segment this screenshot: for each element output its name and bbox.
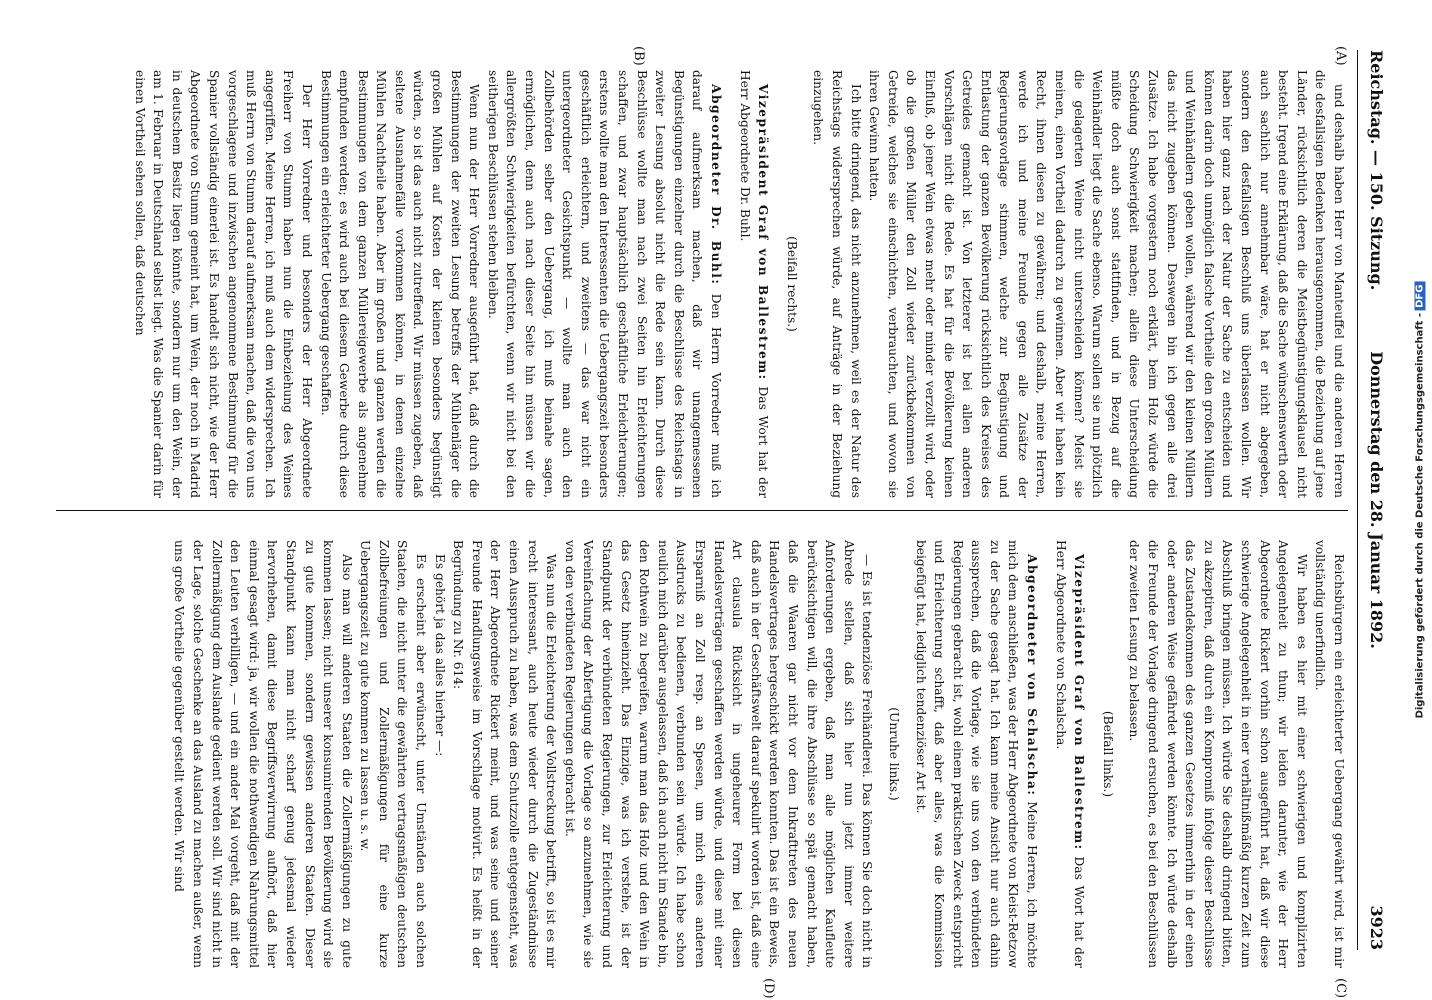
stage-direction: (Beifall rechts.) <box>784 236 799 332</box>
speaker-text: Meine Herren, ich möchte mich dem anschließen, was der Herr Abgeordnete von Kleist-Retzow zu der Sache gesagt hat. Ich kann meine Ansicht nur auch dahin aussprechen, daß die Vorlage, wie sie uns von den verbündeten Regierungen gebracht ist, wohl einem praktischen Zweck entspricht und Erleichterung schafft, daß aber alles, was die Kommission beigefügt hat, lediglich tendenziöser Art ist. <box>913 540 1040 968</box>
speaker-paragraph <box>911 540 1041 968</box>
rotated-document-page <box>16 0 1416 1000</box>
speaker-paragraph <box>483 70 725 498</box>
speaker-text: Das Wort hat der Herr Abgeordnete Dr. Buhl. <box>737 70 771 498</box>
margin-marker-d: (D) <box>761 978 776 999</box>
body-paragraph: Also man will anderen Staaten die Zollermäßigungen zu gute kommen lassen; nicht unserer konsumirenden Bevölkerung wird sie zu gute kommen, sondern gewissen anderen Staaten. Dieser Standpunkt kann man nicht scharf genug jedesmal wieder hervorheben, damit diese Begriffsverwirrung aufhört, daß hier einmal gesagt wird: ja, wir wollen die nothwendigen Nahrungsmittel den Leuten verbilligen, — und ein ander Mal vorgeht, daß mit der Zollermäßigung dem Auslande gedient werden soll. Wir sind nicht in der Lage, solche Geschenke an das Ausland zu machen außer, wenn uns große Vortheile gegenüber gestellt werden. Wir sind <box>172 540 354 968</box>
speaker-paragraph <box>735 70 772 498</box>
speaker-label: Vizepräsident Graf von Ballestrem: <box>756 84 771 381</box>
page-number: 3923 <box>1367 905 1386 950</box>
left-text-column <box>56 70 1348 498</box>
body-paragraph: Reichsbürgern ein erleichterter Uebergang gewährt wird, ist mir vollständig unerfindlich. <box>1313 540 1346 968</box>
speaker-text: Das Wort hat der Herr Abgeordnete von Schalscha. <box>1053 540 1087 968</box>
speaker-label: Abgeordneter von Schalscha: <box>1025 554 1040 797</box>
column-divider <box>56 510 1348 511</box>
digitization-text: Digitalisierung gefördert durch die Deutsche Forschungsgemeinschaft - <box>1414 312 1426 719</box>
speaker-label: Abgeordneter Dr. Buhl: <box>709 84 723 286</box>
margin-marker-b: (B) <box>631 46 646 66</box>
body-paragraph: Es erscheint aber erwünscht, unter Umständen auch solchen Staaten, die nicht unter die gewährten vertragsmäßigen deutschen Zollbefreiungen und Zollermäßigungen für eine kurze Uebergangszeit zu gute kommen zu lassen u. s. w. <box>358 540 429 968</box>
margin-marker-c: (C) <box>1333 978 1348 999</box>
header-date: Donnerstag den 28. Januar 1892. <box>1367 351 1386 649</box>
speaker-text: Den Herrn Vorredner muß ich darauf aufmerksam machen, daß wir unangemessenen Begünstigungen einzelner durch die Beschlüsse des Reichstags in zweiter Lesung absolut nicht die Rede sein kann. Durch diese Beschlüsse wollte man nach zwei Seiten hin Erleichterungen schaffen, und zwar hauptsächlich geschäftliche Erleichterungen; erstens wollte man den Interessenten die Uebergangszeit besonders geschäftlich erleichtern, und zweitens — das war nicht ein untergeordneter Gesichtspunkt — wollte man auch den Zollbehörden selber den Uebergang, ich muß beinahe sagen, ermöglichen, denn auch nach dieser Seite hin müssen wir die allergrößten Schwierigkeiten befürchten, wenn wir nicht bei den seitherigen Beschlüssen stehen bleiben. <box>485 70 723 498</box>
margin-marker-a: (A) <box>1333 46 1348 66</box>
body-paragraph: Ich bitte dringend, das nicht anzunehmen, weil es der Natur des Reichstags widersprechen würde, auf Anträge in der Beziehung einzugehen. <box>811 70 863 498</box>
running-header <box>1360 50 1386 950</box>
header-rule <box>1357 50 1358 950</box>
body-paragraph: Der Herr Vorredner und besonders der Herr Abgeordnete Freiherr von Stumm haben nun die Einbeziehung des Weines angegriffen. Meine Herren, ich muß auch dem widersprechen. Ich muß Herrn von Stumm darauf aufmerksam machen, daß die von uns vorgeschlagene und inzwischen angenommene Bestimmung für die Spanier vollständig einerlei ist. Es handelt sich nicht, wie der Herr Abgeordnete von Stumm gemeint hat, um Wein, der noch in Madrid in deutschem Besitz liegen könnte, sondern nur um den Wein, der am 1. Februar in Deutschland selbst liegt. Was die Spanier darin für einen Vortheil sehen sollen, daß deutschen <box>132 70 314 498</box>
body-paragraph: Es gehört ja das alles hierher —: <box>432 554 447 757</box>
header-left: Reichstag. — 150. Sitzung. <box>1367 50 1386 291</box>
stage-direction: (Beifall links.) <box>1100 710 1115 798</box>
dfg-logo: DFG <box>1415 282 1426 311</box>
body-paragraph: — Es ist tendenziöse Freihändlerei. Das können Sie doch nicht in Abrede stellen, daß sich hier nun jetzt immer weitere Anforderungen ergeben, daß man alle möglichen Kaufleute berücksichtigen will, die ihre Abschlüsse so spät gemacht haben, daß die Waaren gar nicht vor dem Inkrafttreten des neuen Handelsvertrages hergeschickt werden konnten. Das ist ein Beweis, daß auch in der Geschäftswelt darauf spekulirt worden ist, daß eine Art clausula Rücksicht in ungeheurer Form bei diesen Handelsverträgen geschaffen werden würde, und diese mit einer Ersparniß an Zoll resp. an Spesen, um mich eines anderen Ausdrucks zu bedienen, verbunden sein würde. Ich habe schon neulich mich darüber ausgelassen, daß ich auch nicht im Stande bin, den Rothwein zu begreifen, warum man das Holz und den Wein in das Gesetz hineinzieht. Das Einzige, was ich verstehe, ist der Standpunkt der verbündeten Regierungen, zur Erleichterung und Vereinfachung der Abfertigung die Vorlage so anzunehmen, wie sie von den verbündeten Regierungen gebracht ist. <box>562 540 875 968</box>
body-paragraph: und deshalb haben Herr von Manteuffel und die anderen Herren die desfallsigen Bedenken herausgenommen, die Beziehung auf jene Länder, rücksichtlich deren die Meistbegünstigungsklausel nicht besteht. Irgend eine Erklärung, daß die Sache wünschenswerth oder auch sachlich nur annehmbar wäre, hat er nicht abgegeben, sondern den desfallsigen Beschluß uns überlassen wollen. Wir haben hier ganz nach der Natur der Sache zu entscheiden und können darin doch unmöglich falsche Vortheile den großen Müllern und Weinhändlern geben wollen, während wir den kleinen Müllern das nicht zugeben können. Deswegen bin ich gegen alle drei Zusätze. Ich habe vorgestern noch erklärt, beim Holz würde die Scheidung Schwierigkeit machen; allein diese Unterscheidung müßte doch auch sonst stattfinden, und in Bezug auf die Weinhändler liegt die Sache ebenso. Warum sollen sie nun plötzlich die gelagerten Weine nicht unterscheiden können? Meist sie meinen, einen Vortheil dadurch zu gewinnen. Aber wir haben kein Recht, ihnen diesen zu gewähren; und deshalb, meine Herren, werde ich und meine Freunde gegen alle Zusätze der Regierungsvorlage stimmen, welche zur Begünstigung und Entlastung der ganzen Bevölkerung rücksichtlich des Kreises des Getreides gemacht ist. Von letzterer ist bei allen anderen Vorschlägen nicht die Rede. Es hat für die Bevölkerung keinen Einfluß, ob jener Wein etwas mehr oder minder verzollt wird, oder ob die großen Müller den Zoll wieder zurückbekommen von Getreide, welches sie einschichten, verbrauchten, und wovon sie ihren Gewinn hatten. <box>867 70 1346 498</box>
speaker-label: Vizepräsident Graf von Ballestrem: <box>1072 554 1087 851</box>
speaker-paragraph <box>1051 540 1088 968</box>
body-paragraph: Wenn nun der Herr Vorredner ausgeführt hat, daß durch die Bestimmungen der zweiten Lesung betreffs der Mühlenläger die großen Mühlen auf Kosten der kleinen besonders begünstigt würden, so ist das auch nicht zutreffend. Wir müssen zugeben, daß seltene Ausnahmefälle vorkommen können, in denen einzelne Mühlen Nachtheile haben. Aber im großen und ganzen werden die Bestimmungen von dem ganzen Müllereigewerbe als angenehme empfunden werden; es wird auch bei diesem Gewerbe durch diese Bestimmungen ein erleichterter Uebergang geschaffen. <box>318 70 482 498</box>
stage-direction: (Unruhe links.) <box>886 707 901 801</box>
body-paragraph: Was nun die Erleichterung der Vollstreckung betrifft, so ist es mir recht interessant, auch heute wieder durch die Zugeständnisse einen Ausspruch zu haben, was dem Schutzzolle entgegensteht, was der Herr Abgeordnete Rickert meint, und was seine und seiner Freunde Handlungsweise im Vorschlage motivirt. Es heißt in der Begründung zu Nr. 614: <box>451 540 559 968</box>
body-paragraph: Wir haben es hier mit einer schwierigen und komplizirten Angelegenheit zu thun; wir leiden darunter, wie der Herr Abgeordnete Rickert vorhin schon ausgeführt hat, daß wir diese schwierige Angelegenheit in einer verhältnißmäßig kurzen Zeit zum Abschluß bringen müssen. Ich würde Sie deshalb dringend bitten, zu akzeptiren, daß durch ein Kompromiß infolge dieser Beschlüsse das Zustandekommen des ganzen Gesetzes immerhin in der einen oder anderen Weise gefährdet werden könnte. Ich würde deshalb die Freunde der Vorlage dringend ersuchen, es bei den Beschlüssen der zweiten Lesung zu belassen. <box>1127 540 1309 968</box>
digitization-strip <box>1408 0 1432 1000</box>
right-text-column <box>56 540 1348 968</box>
digitization-note <box>1415 282 1426 719</box>
